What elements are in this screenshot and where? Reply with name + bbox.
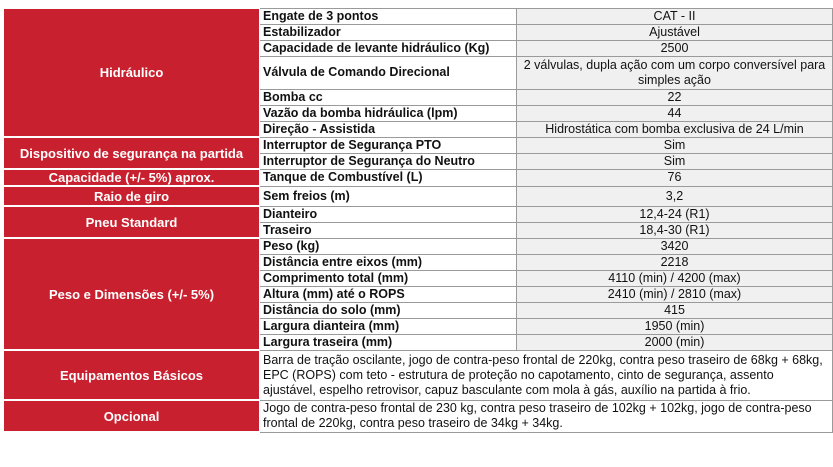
spec-label: Tanque de Combustível (L) [260,169,517,186]
spec-value: 2410 (min) / 2810 (max) [517,286,833,302]
category-pneu-standard: Pneu Standard [4,206,260,238]
category-dispositivo-seguranca: Dispositivo de segurança na partida [4,137,260,169]
category-hidraulico: Hidráulico [4,8,260,137]
spec-label: Engate de 3 pontos [260,8,517,24]
spec-value: 2000 (min) [517,334,833,350]
spec-value: 22 [517,89,833,105]
spec-label: Bomba cc [260,89,517,105]
category-peso-dimensoes: Peso e Dimensões (+/- 5%) [4,238,260,350]
spec-row [4,350,833,400]
spec-value: 12,4-24 (R1) [517,206,833,222]
spec-value: 2500 [517,40,833,56]
spec-value: CAT - II [517,8,833,24]
spec-label: Altura (mm) até o ROPS [260,286,517,302]
spec-row [4,400,833,432]
spec-label: Direção - Assistida [260,121,517,137]
spec-label: Sem freios (m) [260,186,517,206]
spec-row [4,206,833,222]
spec-label: Válvula de Comando Direcional [260,56,517,89]
spec-value: 415 [517,302,833,318]
spec-value: Hidrostática com bomba exclusiva de 24 L/min [517,121,833,137]
spec-value: 76 [517,169,833,186]
spec-row [4,238,833,254]
spec-value: 3420 [517,238,833,254]
spec-label: Peso (kg) [260,238,517,254]
optional-description: Jogo de contra-peso frontal de 230 kg, contra peso traseiro de 102kg + 102kg, jogo de contra-peso frontal de 220kg, contra peso traseiro de 34kg + 34kg. [260,400,833,432]
spec-row [4,8,833,24]
spec-label: Interruptor de Segurança PTO [260,137,517,153]
spec-value: 44 [517,105,833,121]
spec-label: Largura traseira (mm) [260,334,517,350]
category-opcional: Opcional [4,400,260,432]
spec-label: Dianteiro [260,206,517,222]
spec-label: Largura dianteira (mm) [260,318,517,334]
spec-row [4,186,833,206]
spec-value: 4110 (min) / 4200 (max) [517,270,833,286]
spec-label: Distância entre eixos (mm) [260,254,517,270]
spec-value: Sim [517,153,833,169]
spec-label: Comprimento total (mm) [260,270,517,286]
spec-value: 2218 [517,254,833,270]
category-equipamentos-basicos: Equipamentos Básicos [4,350,260,400]
spec-row [4,137,833,153]
spec-label: Capacidade de levante hidráulico (Kg) [260,40,517,56]
spec-label: Interruptor de Segurança do Neutro [260,153,517,169]
spec-label: Distância do solo (mm) [260,302,517,318]
spec-label: Vazão da bomba hidráulica (lpm) [260,105,517,121]
spec-table [3,7,833,433]
spec-value: 3,2 [517,186,833,206]
equipment-description: Barra de tração oscilante, jogo de contra-peso frontal de 220kg, contra peso traseiro de 68kg + 68kg, EPC (ROPS) com teto - estrutura de proteção no capotamento, cinto de segurança, assento ajustável, espelho retrovisor, capuz basculante com mola à gás, auxílio na partida à frio. [260,350,833,400]
category-raio-de-giro: Raio de giro [4,186,260,206]
spec-value: 1950 (min) [517,318,833,334]
spec-value: 18,4-30 (R1) [517,222,833,238]
spec-row [4,169,833,186]
spec-value: 2 válvulas, dupla ação com um corpo conversível para simples ação [517,56,833,89]
spec-label: Traseiro [260,222,517,238]
spec-value: Sim [517,137,833,153]
category-capacidade: Capacidade (+/- 5%) aprox. [4,169,260,186]
spec-label: Estabilizador [260,24,517,40]
spec-value: Ajustável [517,24,833,40]
